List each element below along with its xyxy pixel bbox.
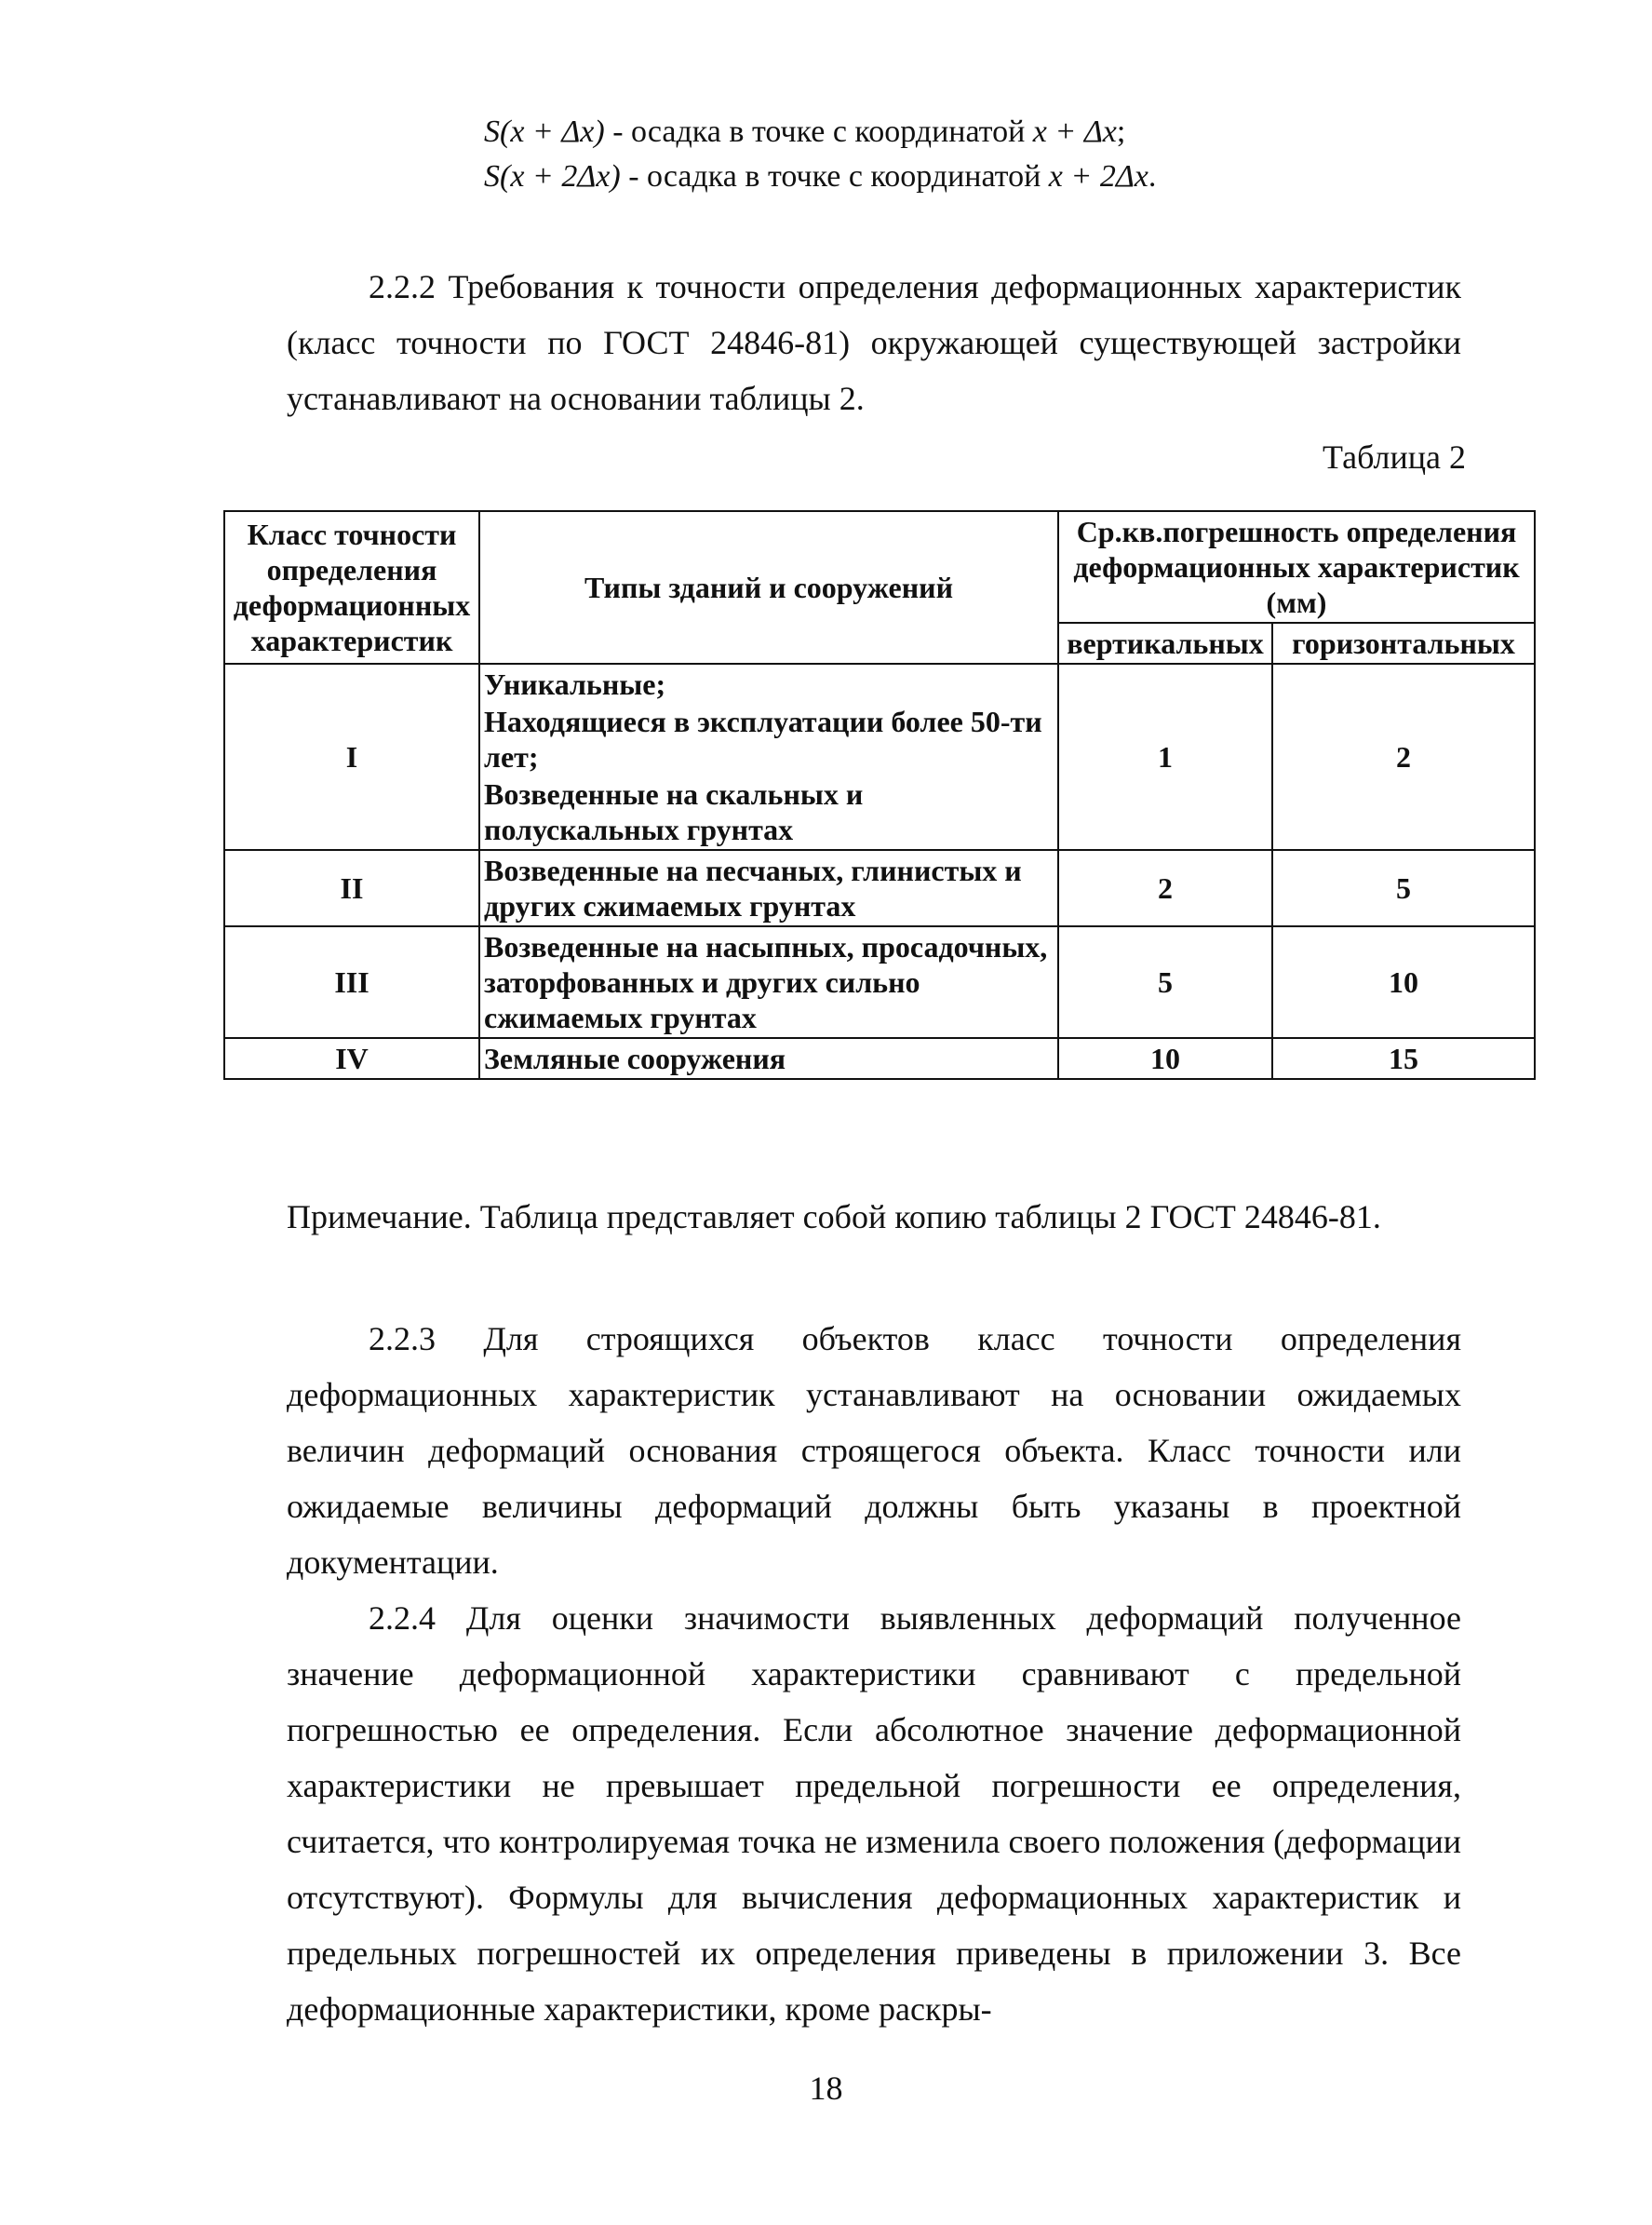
class-cell: II — [224, 850, 479, 926]
table-note: Примечание. Таблица представляет собой копию таблицы 2 ГОСТ 24846-81. — [287, 1198, 1381, 1235]
formula-punctuation: ; — [1116, 115, 1126, 149]
page-number: 18 — [809, 2070, 843, 2107]
table-caption: Таблица 2 — [1323, 438, 1466, 476]
vertical-cell: 5 — [1058, 926, 1272, 1038]
paragraph-2-2-4: 2.2.4 Для оценки значимости выявленных деформаций полученное значение деформационной характеристики сравнивают с предельной погрешностью ее определения. Если абсолютное значение деформационной характеристики не превышает предельной погрешности ее определения, считается, что контролируемая точка не изменила своего положения (деформации отсутствуют). Формулы для вычисления деформационных характеристик и предельных погрешностей их определения приведены в приложении 3. Все деформационные характеристики, кроме раскры- — [287, 1599, 1461, 2028]
header-error: Ср.кв.погрешность определения деформационных характеристик (мм) — [1058, 511, 1535, 623]
formula-punctuation: . — [1148, 159, 1157, 194]
vertical-cell: 2 — [1058, 850, 1272, 926]
type-line: Находящиеся в эксплуатации более 50-ти лет; — [484, 705, 1042, 774]
type-line: Возведенные на скальных и полускальных грунтах — [484, 777, 864, 846]
formula-coordinate: x + 2Δx — [1048, 159, 1148, 194]
header-vertical: вертикальных — [1058, 623, 1272, 664]
horizontal-cell: 15 — [1272, 1038, 1535, 1079]
formula-expression: S(x + 2Δx) — [484, 159, 621, 194]
header-class: Класс точности определения деформационных характеристик — [224, 511, 479, 664]
vertical-cell: 1 — [1058, 664, 1272, 850]
formula-coordinate: x + Δx — [1032, 115, 1117, 149]
types-cell — [479, 926, 1058, 1038]
table-row — [224, 850, 1535, 926]
class-cell: III — [224, 926, 479, 1038]
formula-line-2 — [484, 156, 1156, 197]
type-line: Земляные сооружения — [484, 1042, 786, 1075]
class-cell: I — [224, 664, 479, 850]
paragraph-2-2-3: 2.2.3 Для строящихся объектов класс точности определения деформационных характеристик устанавливают на основании ожидаемых величин деформаций основания строящегося объекта. Класс точности или ожидаемые величины деформаций должны быть указаны в проектной документации. — [287, 1320, 1461, 1581]
type-line: Возведенные на насыпных, просадочных, заторфованных и других сильно сжимаемых грунтах — [484, 930, 1048, 1034]
formula-expression: S(x + Δx) — [484, 115, 605, 149]
vertical-cell: 10 — [1058, 1038, 1272, 1079]
type-line: Уникальные; — [484, 668, 666, 701]
horizontal-cell: 5 — [1272, 850, 1535, 926]
header-types: Типы зданий и сооружений — [479, 511, 1058, 664]
table-row — [224, 1038, 1535, 1079]
paragraph-2-2-2: 2.2.2 Требования к точности определения деформационных характеристик (класс точности по ГОСТ 24846-81) окружающей существующей застройки устанавливают на основании таблицы 2. — [287, 268, 1461, 417]
horizontal-cell: 10 — [1272, 926, 1535, 1038]
types-cell — [479, 1038, 1058, 1079]
formula-line-1 — [484, 112, 1125, 153]
type-line: Возведенные на песчаных, глинистых и других сжимаемых грунтах — [484, 854, 1022, 923]
types-cell — [479, 664, 1058, 850]
table-row — [224, 664, 1535, 850]
formula-description: - осадка в точке с координатой — [604, 115, 1033, 149]
table-header-row — [224, 511, 1535, 623]
formula-description: - осадка в точке с координатой — [620, 159, 1049, 194]
class-cell: IV — [224, 1038, 479, 1079]
header-horizontal: горизонтальных — [1272, 623, 1535, 664]
horizontal-cell: 2 — [1272, 664, 1535, 850]
table-row — [224, 926, 1535, 1038]
types-cell — [479, 850, 1058, 926]
accuracy-class-table — [223, 510, 1536, 1080]
